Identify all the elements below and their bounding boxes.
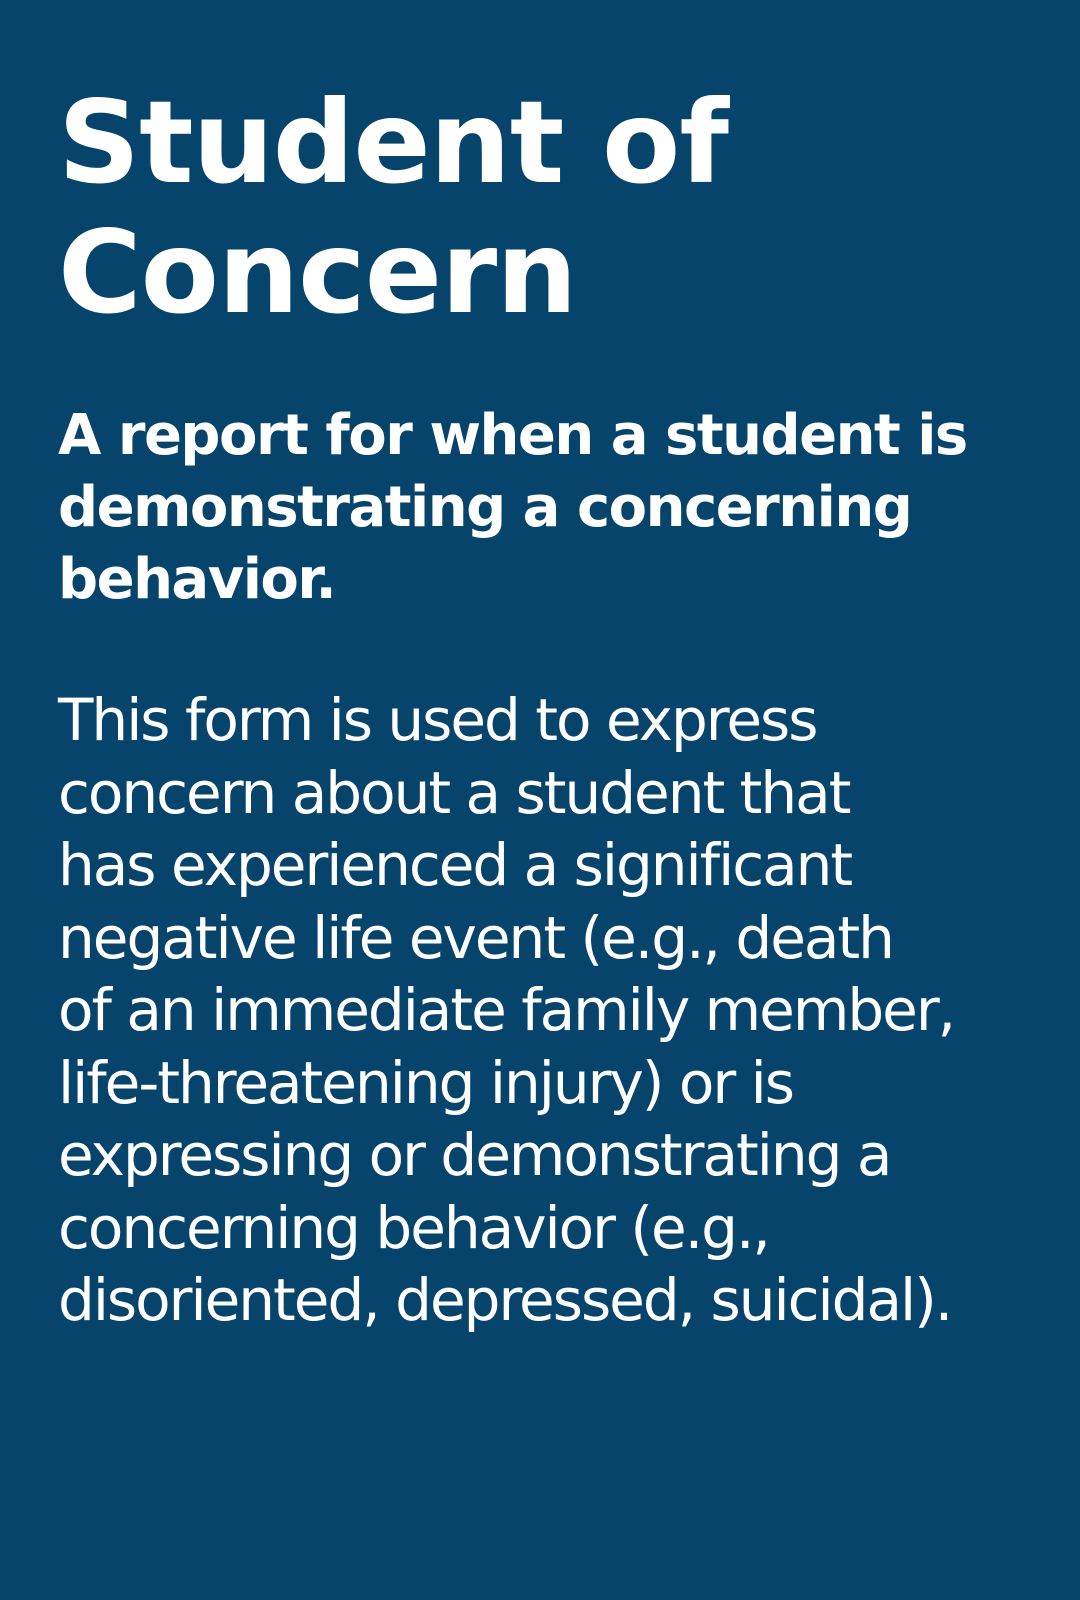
description-text: This form is used to express concern about a student that has experienced a significant negative life event (e.g., death of an immediate family member, life-threatening injury) or is expressing or demonstrating a concerning behavior (e.g., disoriented, depressed, suicidal).	[58, 686, 955, 1334]
page-title: Student of Concern	[58, 76, 728, 339]
page-subtitle: A report for when a student is demonstrating a concerning behavior.	[58, 403, 967, 612]
